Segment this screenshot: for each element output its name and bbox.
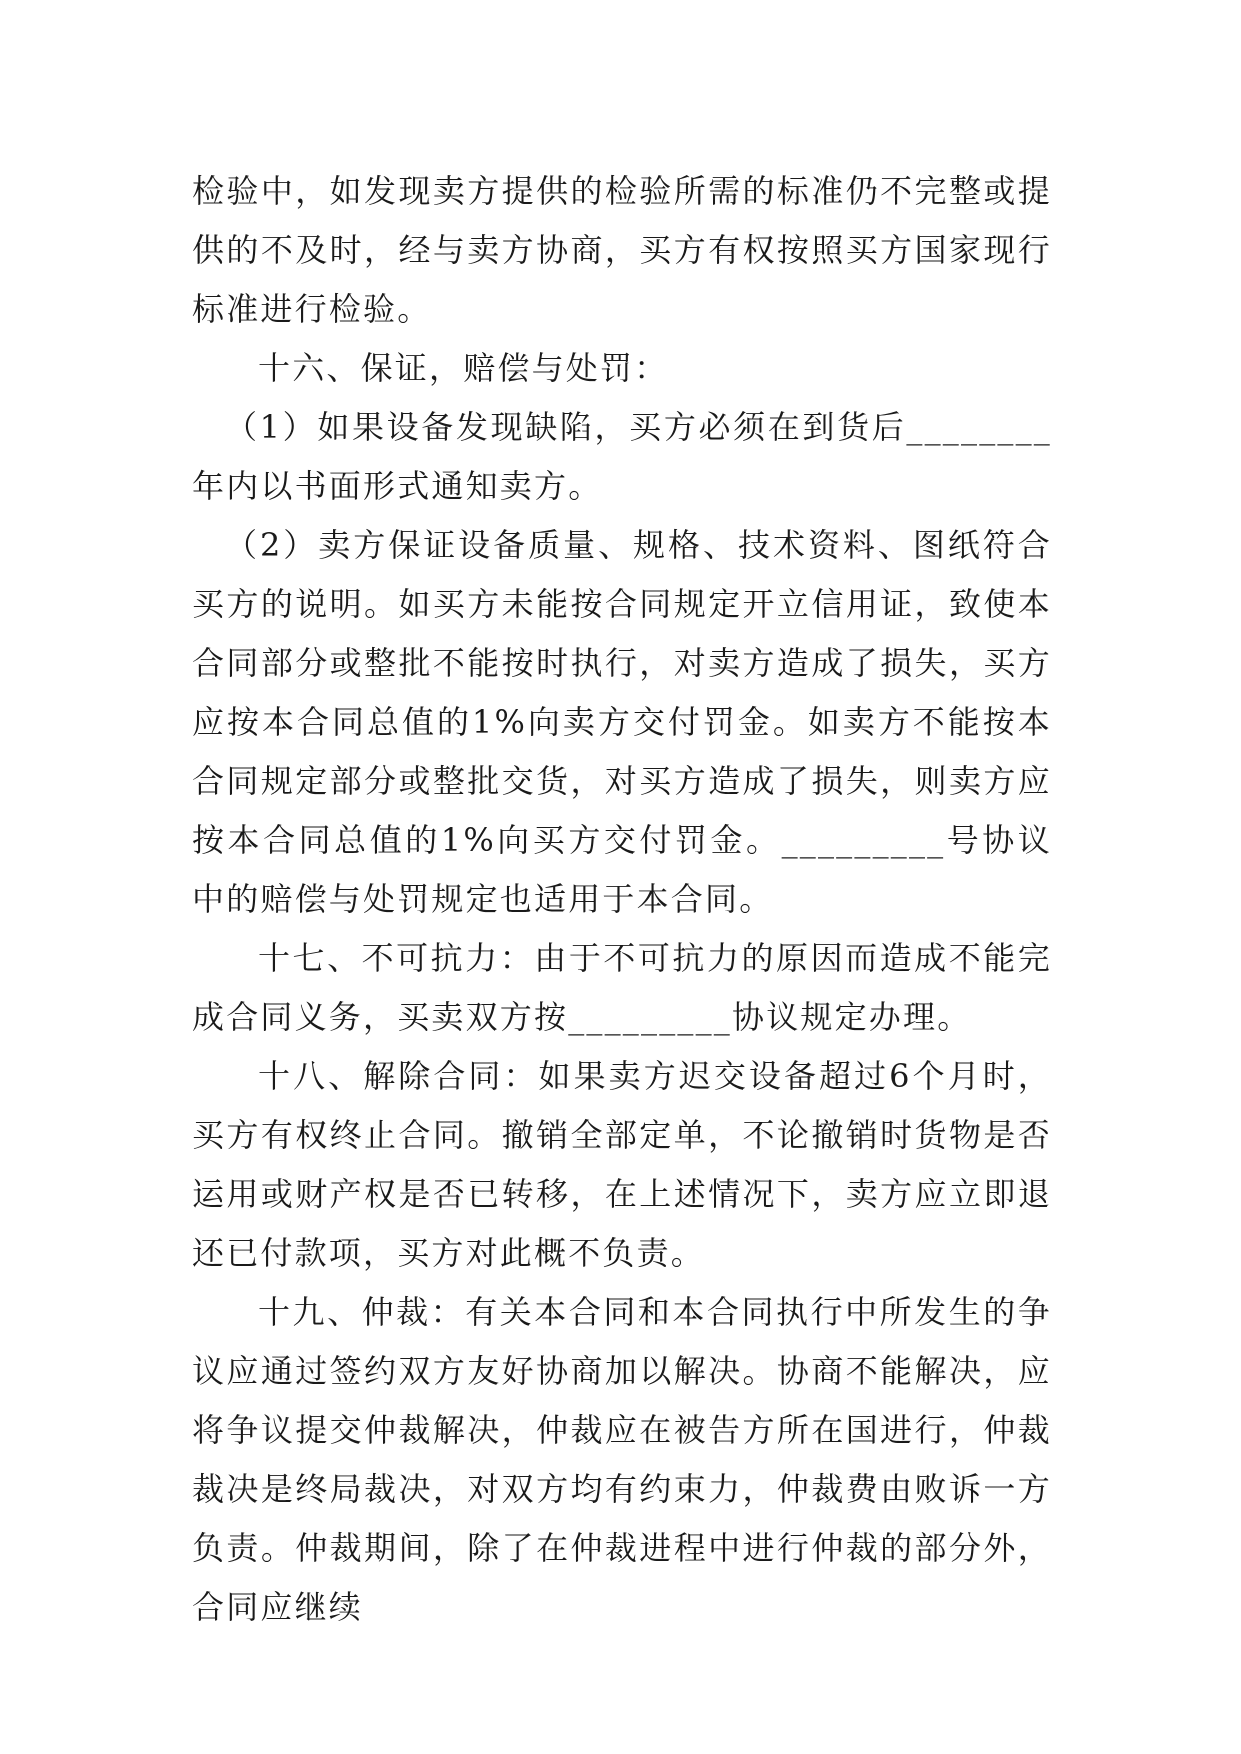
paragraph-force-majeure: 十七、不可抗力：由于不可抗力的原因而造成不能完成合同义务，买卖双方按_________协议规定办理。 xyxy=(192,939,1052,1036)
paragraph-termination: 十八、解除合同：如果卖方迟交设备超过6个月时，买方有权终止合同。撤销全部定单，不论撤销时货物是否运用或财产权是否已转移，在上述情况下，卖方应立即退还已付款项，买方对此概不负责。 xyxy=(192,1057,1052,1272)
document-body xyxy=(192,162,1052,1637)
paragraph-defect-notice: （1）如果设备发现缺陷，买方必须在到货后________年内以书面形式通知卖方。 xyxy=(192,408,1052,505)
paragraph-inspection-continued: 检验中，如发现卖方提供的检验所需的标准仍不完整或提供的不及时，经与卖方协商，买方有权按照买方国家现行标准进行检验。 xyxy=(192,172,1052,328)
paragraph-quality-penalty: （2）卖方保证设备质量、规格、技术资料、图纸符合买方的说明。如买方未能按合同规定开立信用证，致使本合同部分或整批不能按时执行，对卖方造成了损失，买方应按本合同总值的1%向卖方交付罚金。如卖方不能按本合同规定部分或整批交货，对买方造成了损失，则卖方应按本合同总值的1%向买方交付罚金。_________号协议中的赔偿与处罚规定也适用于本合同。 xyxy=(192,526,1052,918)
paragraph-arbitration: 十九、仲裁：有关本合同和本合同执行中所发生的争议应通过签约双方友好协商加以解决。协商不能解决，应将争议提交仲裁解决，仲裁应在被告方所在国进行，仲裁裁决是终局裁决，对双方均有约束力，仲裁费由败诉一方负责。仲裁期间，除了在仲裁进程中进行仲裁的部分外，合同应继续 xyxy=(192,1293,1052,1626)
section-heading-guarantee: 十六、保证，赔偿与处罚： xyxy=(258,349,669,387)
